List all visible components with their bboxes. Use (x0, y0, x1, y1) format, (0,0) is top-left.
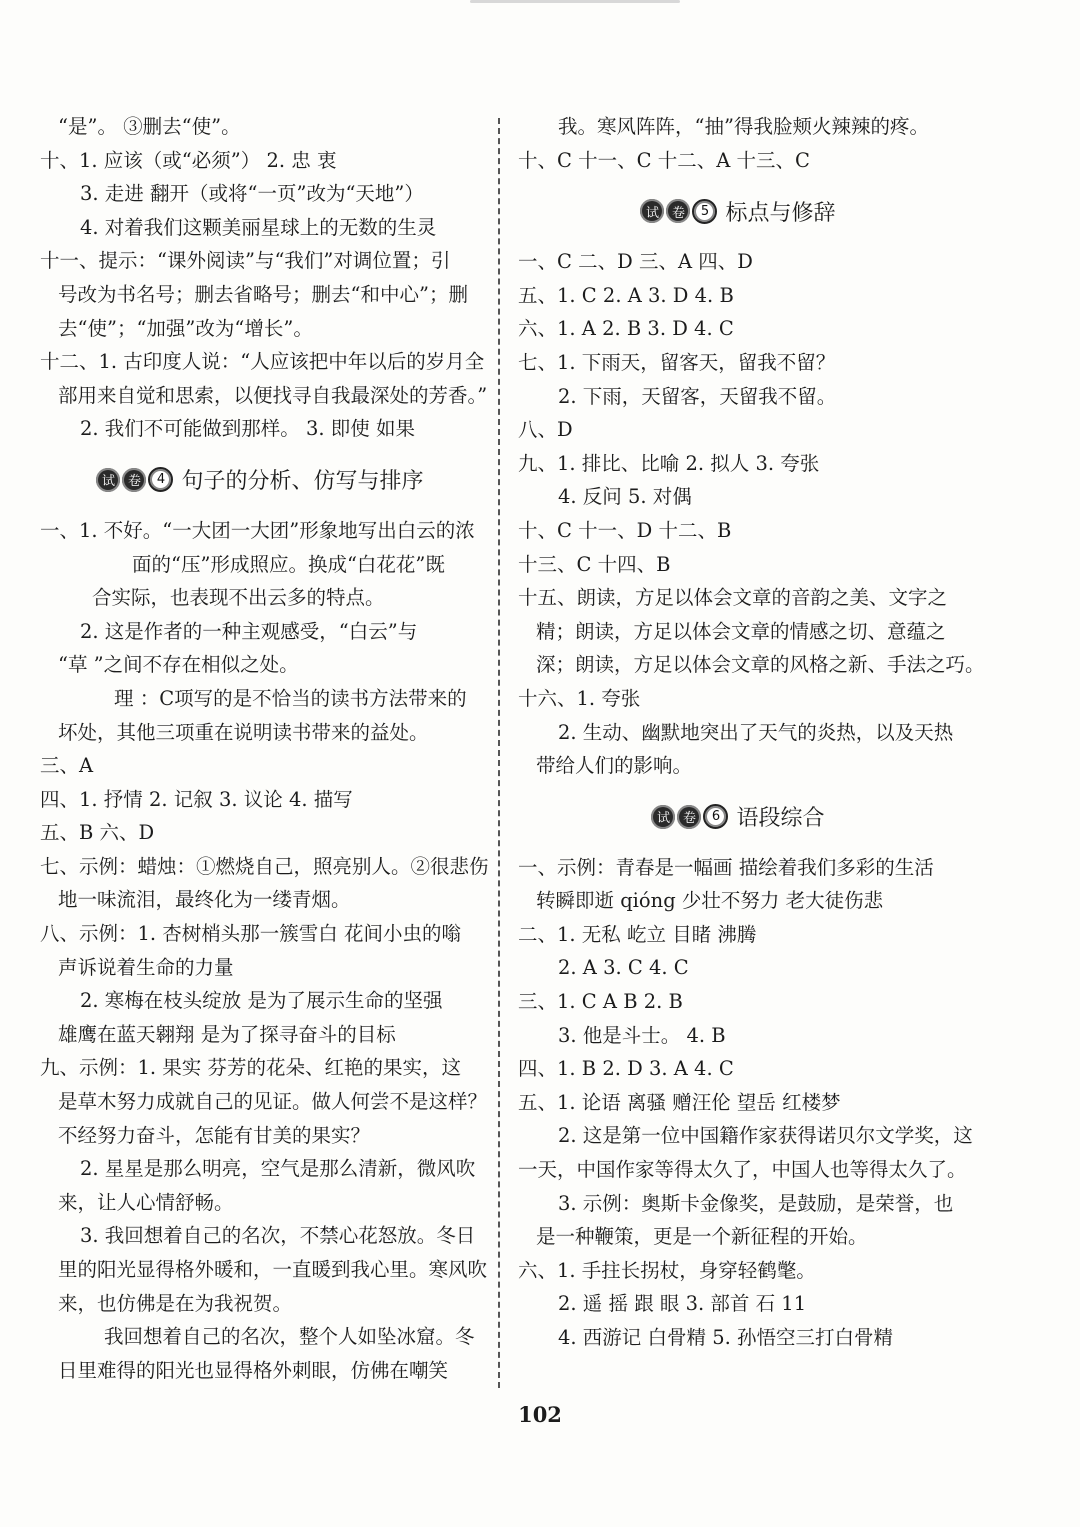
answer-line: 一、C 二、D 三、A 四、D (518, 250, 753, 274)
answer-line: 一、示例：青春是一幅画 描绘着我们多彩的生活 (518, 855, 934, 879)
answer-line: 三、A (40, 754, 94, 778)
answer-line: 3. 我回想着自己的名次，不禁心花怒放。冬日 (80, 1224, 476, 1248)
answer-line: 合实际，也表现不出云多的特点。 (92, 586, 385, 610)
answer-line: 一、1. 不好。“一大团一大团”形象地写出白云的浓 (40, 518, 475, 542)
answer-line: 十、C 十一、D 十二、B (518, 518, 732, 542)
answer-line: 九、1. 排比、比喻 2. 拟人 3. 夸张 (518, 451, 820, 475)
answer-line: 2. 这是第一位中国籍作家获得诺贝尔文学奖，这 (558, 1124, 973, 1148)
answer-line: 七、示例：蜡烛：①燃烧自己，照亮别人。②很悲伤 (40, 854, 489, 878)
answer-line: 带给人们的影响。 (536, 754, 693, 778)
right-column (518, 110, 985, 1355)
right-block-3 (518, 851, 973, 1355)
answer-line: 3. 示例：奥斯卡金像奖，是鼓励，是荣誉，也 (558, 1191, 954, 1215)
answer-line: 三、1. C A B 2. B (518, 990, 683, 1014)
test-badge-icon: 试 (96, 468, 120, 492)
answer-line: 精；朗读，方足以体会文章的情感之切、意蕴之 (536, 619, 946, 643)
top-edge-mark (470, 0, 680, 3)
answer-line: 十三、C 十四、B (518, 552, 671, 576)
answer-line: 五、1. 论语 离骚 赠汪伦 望岳 红楼梦 (518, 1090, 841, 1114)
paper-badge-icon: 卷 (122, 468, 146, 492)
answer-line: 二、1. 无私 屹立 目睹 沸腾 (518, 922, 757, 946)
answer-line: 号改为书名号；删去省略号；删去“和中心”；删 (58, 282, 468, 306)
section-heading-6 (518, 787, 958, 847)
answer-line: 十一、提示：“课外阅读”与“我们”对调位置；引 (40, 249, 451, 273)
answer-line: 2. 这是作者的一种主观感受，“白云”与 (80, 619, 418, 643)
test-badge-icon: 试 (640, 199, 664, 223)
section-heading-4 (40, 450, 480, 510)
answer-line: 坏处，其他三项重在说明读书带来的益处。 (58, 720, 429, 744)
answer-line: 4. 对着我们这颗美丽星球上的无数的生灵 (80, 215, 437, 239)
answer-line: 雄鹰在蓝天翱翔 是为了探寻奋斗的目标 (58, 1022, 396, 1046)
answer-line: 2. 生动、幽默地突出了天气的炎热，以及天热 (558, 720, 954, 744)
answer-line: 深；朗读，方足以体会文章的风格之新、手法之巧。 (536, 653, 985, 677)
answer-line: 来，也仿佛是在为我祝贺。 (58, 1291, 293, 1315)
answer-line: 是一种鞭策，更是一个新征程的开始。 (536, 1225, 868, 1249)
answer-line: 我。寒风阵阵，“抽”得我脸颊火辣辣的疼。 (558, 115, 929, 138)
section-number: 5 (692, 199, 717, 224)
answer-line: 六、1. A 2. B 3. D 4. C (518, 317, 734, 341)
answer-line: 部用来自觉和思索，以便找寻自我最深处的芳香。” (58, 383, 488, 407)
answer-line: 十六、1. 夸张 (518, 686, 641, 710)
paper-badge-icon: 卷 (677, 805, 701, 829)
answer-line: 来，让人心情舒畅。 (58, 1190, 234, 1214)
answer-line: 3. 走进 翻开（或将“一页”改为“天地”） (80, 182, 424, 206)
test-badge-icon: 试 (651, 805, 675, 829)
left-column (40, 110, 489, 1387)
answer-line: 四、1. B 2. D 3. A 4. C (518, 1057, 734, 1081)
answer-line: 四、1. 抒情 2. 记叙 3. 议论 4. 描写 (40, 787, 353, 811)
answer-line: 2. 遥 摇 跟 眼 3. 部首 石 11 (558, 1292, 807, 1316)
answer-line: 十二、1. 古印度人说：“人应该把中年以后的岁月全 (40, 350, 485, 374)
answer-line: 我回想着自己的名次，整个人如坠冰窟。冬 (104, 1325, 475, 1349)
left-block-2 (40, 514, 489, 1387)
section-heading-5 (518, 181, 958, 241)
answer-line: 是草木努力成就自己的见证。做人何尝不是这样？ (58, 1090, 488, 1114)
right-block-2 (518, 245, 985, 783)
answer-line: “草 ”之间不存在相似之处。 (58, 653, 299, 677)
answer-line: 九、示例：1. 果实 芬芳的花朵、红艳的果实，这 (40, 1056, 462, 1080)
answer-line: 3. 他是斗士。 4. B (558, 1023, 726, 1047)
section-number: 6 (703, 804, 728, 829)
answer-line: 不经努力奋斗，怎能有甘美的果实？ (58, 1123, 371, 1147)
answer-line: 里的阳光显得格外暖和，一直暖到我心里。寒风吹 (58, 1258, 488, 1281)
answer-line: 2. 下雨，天留客，天留我不留。 (558, 384, 837, 408)
section-title: 语段综合 (736, 806, 825, 832)
answer-line: 转瞬即逝 qióng 少壮不努力 老大徒伤悲 (536, 889, 884, 913)
answer-line: 日里难得的阳光也显得格外刺眼，仿佛在嘲笑 (58, 1358, 449, 1382)
answer-line: 声诉说着生命的力量 (58, 955, 234, 979)
answer-line: 七、1. 下雨天，留客天，留我不留？ (518, 350, 836, 374)
section-title: 句子的分析、仿写与排序 (181, 469, 424, 495)
answer-line: 十、C 十一、C 十二、A 十三、C (518, 148, 810, 172)
column-divider (498, 118, 500, 1388)
answer-line: 八、示例：1. 杏树梢头那一簇雪白 花间小虫的嗡 (40, 922, 462, 946)
answer-line: 八、D (518, 418, 573, 442)
answer-line: 十、1. 应该（或“必须”） 2. 忠 衷 (40, 148, 337, 172)
answer-line: 2. 寒梅在枝头绽放 是为了展示生命的坚强 (80, 989, 443, 1013)
answer-line: 六、1. 手拄长拐杖，身穿轻鹤氅。 (518, 1258, 816, 1282)
answer-line: 2. A 3. C 4. C (558, 956, 689, 980)
answer-line: 面的“压”形成照应。换成“白花花”既 (132, 552, 445, 576)
answer-line: 理 ：C项写的是不恰当的读书方法带来的 (114, 686, 467, 710)
answer-line: 一天，中国作家等得太久了，中国人也等得太久了。 (518, 1158, 967, 1182)
answer-line: 五、1. C 2. A 3. D 4. B (518, 283, 734, 307)
answer-line: 4. 反问 5. 对偶 (558, 485, 692, 509)
left-block-1 (40, 110, 488, 446)
answer-line: 地一味流泪，最终化为一缕青烟。 (58, 888, 351, 912)
answer-line: “是”。 ③删去“使”。 (58, 115, 241, 138)
answer-line: 十五、朗读，方足以体会文章的音韵之美、文字之 (518, 586, 948, 610)
page-number: 102 (518, 1402, 562, 1427)
answer-line: 2. 我们不可能做到那样。 3. 即使 如果 (80, 417, 416, 441)
section-number: 4 (148, 467, 173, 492)
paper-badge-icon: 卷 (666, 199, 690, 223)
answer-line: 去“使”；“加强”改为“增长”。 (58, 316, 313, 340)
answer-line: 2. 星星是那么明亮，空气是那么清新，微风吹 (80, 1157, 476, 1181)
section-title: 标点与修辞 (725, 200, 836, 226)
right-block-1 (518, 110, 958, 177)
answer-line: 4. 西游记 白骨精 5. 孙悟空三打白骨精 (558, 1326, 894, 1349)
answer-line: 五、B 六、D (40, 821, 155, 845)
